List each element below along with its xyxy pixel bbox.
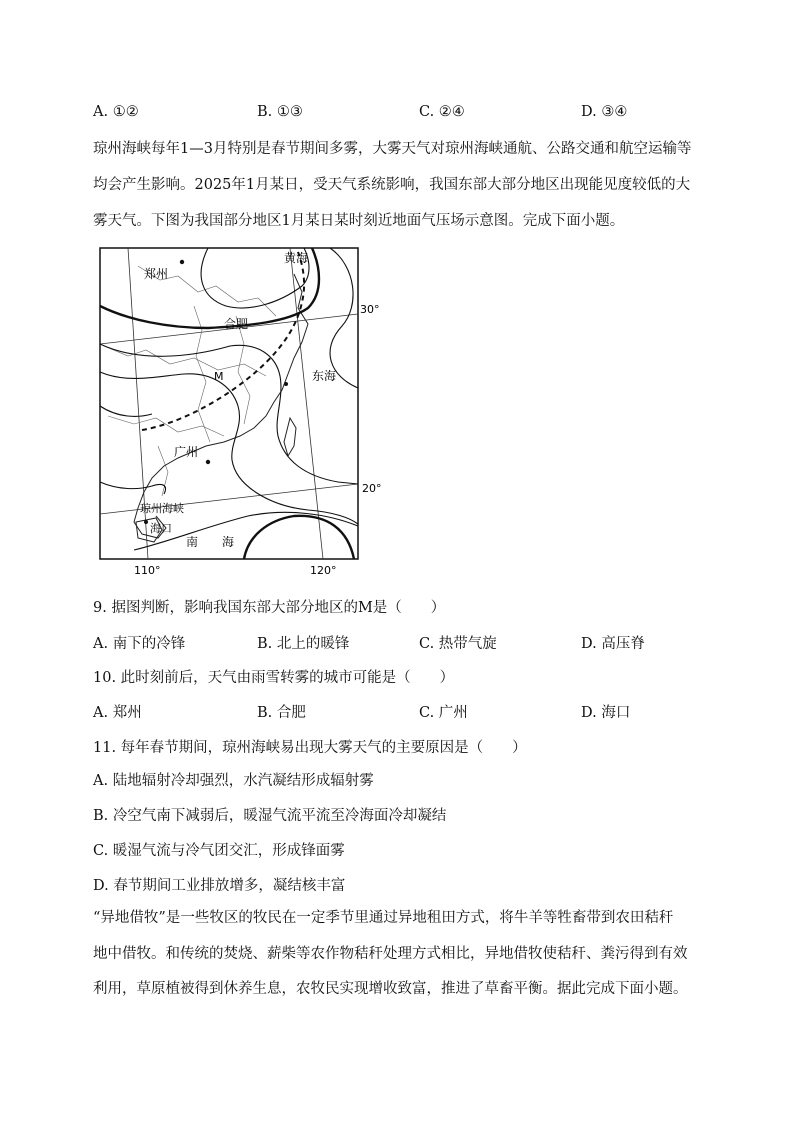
passage2-line-1: “异地借牧”是一些牧区的牧民在一定季节里通过异地租田方式，将牛羊等牲畜带到农田秸秆	[93, 910, 674, 926]
haikou-marker	[144, 520, 148, 524]
q11-option-d[interactable]: D. 春节期间工业排放增多，凝结核丰富	[93, 878, 346, 894]
passage1-line-2: 均会产生影响。2025年1月某日，受天气系统影响，我国东部大部分地区出现能见度较低的大	[93, 177, 691, 193]
q10-stem: 10. 此时刻前后，天气由雨雪转雾的城市可能是（ ）	[93, 670, 455, 686]
passage2-line-3: 利用，草原植被得到休养生息，农牧民实现增收致富，推进了草畜平衡。据此完成下面小题。	[93, 981, 688, 997]
label-nan: 南	[186, 535, 199, 549]
zhengzhou-marker	[180, 260, 184, 264]
isobar	[100, 372, 358, 524]
label-hefei: 合肥	[224, 317, 249, 331]
q9-options	[93, 632, 713, 654]
q10-option-b[interactable]: B. 合肥	[257, 705, 306, 721]
boundary-line	[104, 346, 266, 376]
label-hai: 海	[222, 535, 235, 549]
q9-option-b[interactable]: B. 北上的暖锋	[257, 636, 350, 652]
passage1-line-3: 雾天气。下图为我国部分地区1月某日某时刻近地面气压场示意图。完成下面小题。	[93, 213, 625, 229]
lat-label-30: 30°	[360, 303, 380, 316]
prev-question-options	[93, 104, 713, 126]
q10-option-a[interactable]: A. 郑州	[93, 705, 142, 721]
q9-option-a[interactable]: A. 南下的冷锋	[93, 636, 186, 652]
label-huanghai: 黄海	[284, 251, 309, 265]
isobar	[100, 482, 166, 494]
q11-option-c[interactable]: C. 暖湿气流与冷气团交汇，形成锋面雾	[93, 843, 345, 859]
q10-options	[93, 701, 713, 723]
q9-stem: 9. 据图判断，影响我国东部大部分地区的M是（ ）	[93, 600, 446, 616]
lon-label-110: 110°	[134, 564, 161, 577]
q9-option-c[interactable]: C. 热带气旋	[419, 636, 497, 652]
q11-option-b[interactable]: B. 冷空气南下减弱后，暖湿气流平流至冷海面冷却凝结	[93, 808, 447, 824]
isobar-bold	[244, 516, 354, 559]
taiwan-island	[284, 418, 296, 456]
option-b[interactable]: B. ①③	[257, 104, 303, 120]
passage1-line-1: 琼州海峡每年1—3月特别是春节期间多雾，大雾天气对琼州海峡通航、公路交通和航空运输等	[93, 141, 692, 157]
q11-option-a[interactable]: A. 陆地辐射冷却强烈，水汽凝结形成辐射雾	[93, 773, 374, 789]
pressure-field-map	[98, 246, 398, 586]
passage2-line-2: 地中借牧。和传统的焚烧、薪柴等农作物秸秆处理方式相比，异地借牧使秸秆、粪污得到有效	[93, 946, 688, 962]
lon-label-120: 120°	[310, 564, 337, 577]
q9-option-d[interactable]: D. 高压脊	[581, 636, 645, 652]
option-a[interactable]: A. ①②	[93, 104, 139, 120]
map-frame	[100, 248, 358, 559]
label-donghai: 东海	[312, 369, 337, 383]
m-point-marker	[284, 382, 288, 386]
q10-option-c[interactable]: C. 广州	[419, 705, 468, 721]
isobar	[100, 406, 152, 416]
option-d[interactable]: D. ③④	[581, 104, 628, 120]
label-haikou: 海口	[150, 522, 172, 535]
isobar	[330, 248, 358, 388]
guangzhou-marker	[206, 460, 210, 464]
label-zhengzhou: 郑州	[144, 267, 169, 281]
option-c[interactable]: C. ②④	[419, 104, 465, 120]
q11-stem: 11. 每年春节期间，琼州海峡易出现大雾天气的主要原因是（ ）	[93, 740, 527, 756]
lat-label-20: 20°	[362, 482, 382, 495]
q10-option-d[interactable]: D. 海口	[581, 705, 631, 721]
coastline	[134, 274, 308, 538]
label-guangzhou: 广州	[174, 445, 199, 459]
label-qiongzhou: 琼州海峡	[140, 502, 184, 515]
label-m: M	[214, 370, 224, 383]
